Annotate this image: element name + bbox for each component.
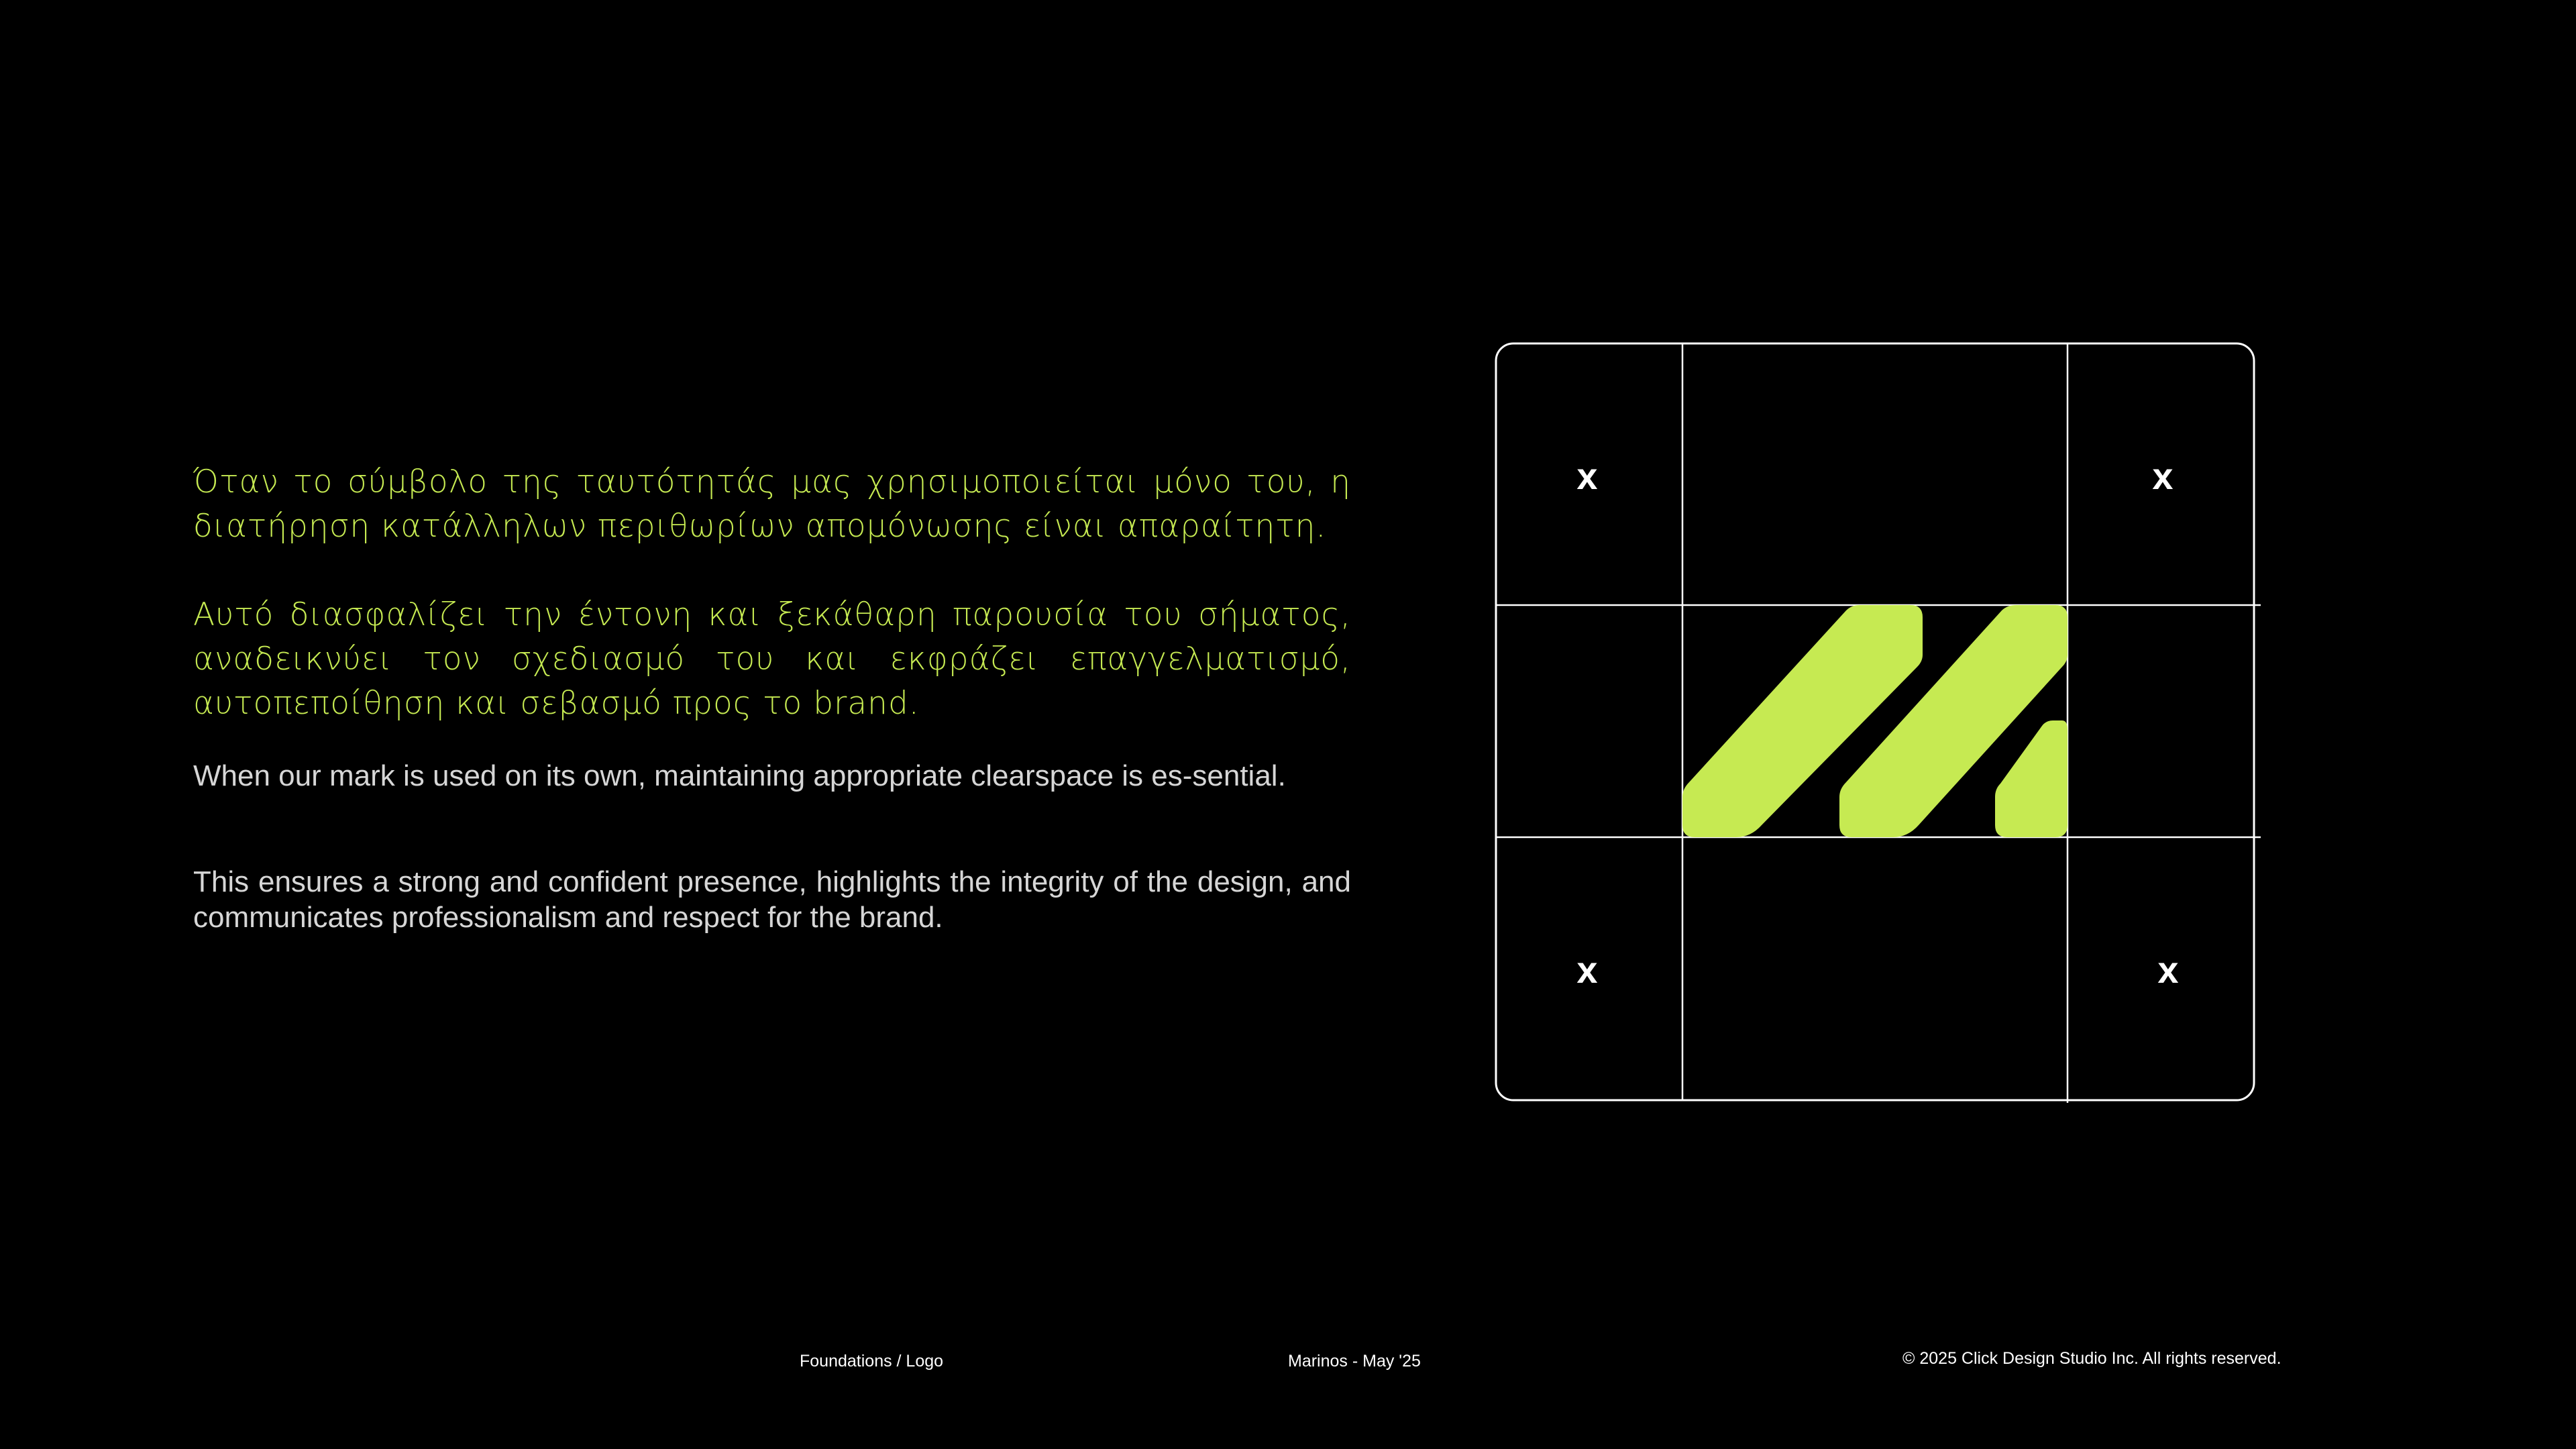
clearspace-grid: [1493, 341, 2261, 1103]
footer-author-date: Marinos - May '25: [1288, 1352, 1421, 1371]
clearspace-x-label-top-left: x: [1576, 455, 1598, 497]
clearspace-x-label-bottom-right: x: [2157, 949, 2179, 991]
brand-mark-stripe-3: [1995, 720, 2068, 837]
clearspace-diagram: [1493, 341, 2261, 1103]
greek-paragraph-2: Αυτό διασφαλίζει την έντονη και ξεκάθαρη παρουσία του σήματος, αναδεικνύει τον σχεδιασμό του και εκφράζει επαγγελματισμό, αυτοπεποίθηση και σεβασμό προς το brand.: [193, 596, 1351, 722]
english-paragraph-2: This ensures a strong and confident presence, highlights the integrity of the design, and communicates professionalism and respect for the brand.: [193, 865, 1351, 934]
footer-copyright: © 2025 Click Design Studio Inc. All rights reserved.: [1902, 1349, 2282, 1368]
clearspace-x-label-top-right: x: [2152, 455, 2174, 497]
greek-paragraph-1: Όταν το σύμβολο της ταυτότητάς μας χρησιμοποιείται μόνο του, η διατήρηση κατάλληλων περιθωρίων απομόνωσης είναι απαραίτητη.: [193, 464, 1351, 545]
clearspace-x-label-bottom-left: x: [1576, 949, 1598, 991]
footer-section-label: Foundations / Logo: [800, 1352, 944, 1371]
brand-mark-icon: [1682, 605, 2068, 837]
english-paragraph-1: When our mark is used on its own, maintaining appropriate clearspace is es-sential.: [193, 759, 1286, 792]
diagram-frame: [1496, 343, 2254, 1100]
